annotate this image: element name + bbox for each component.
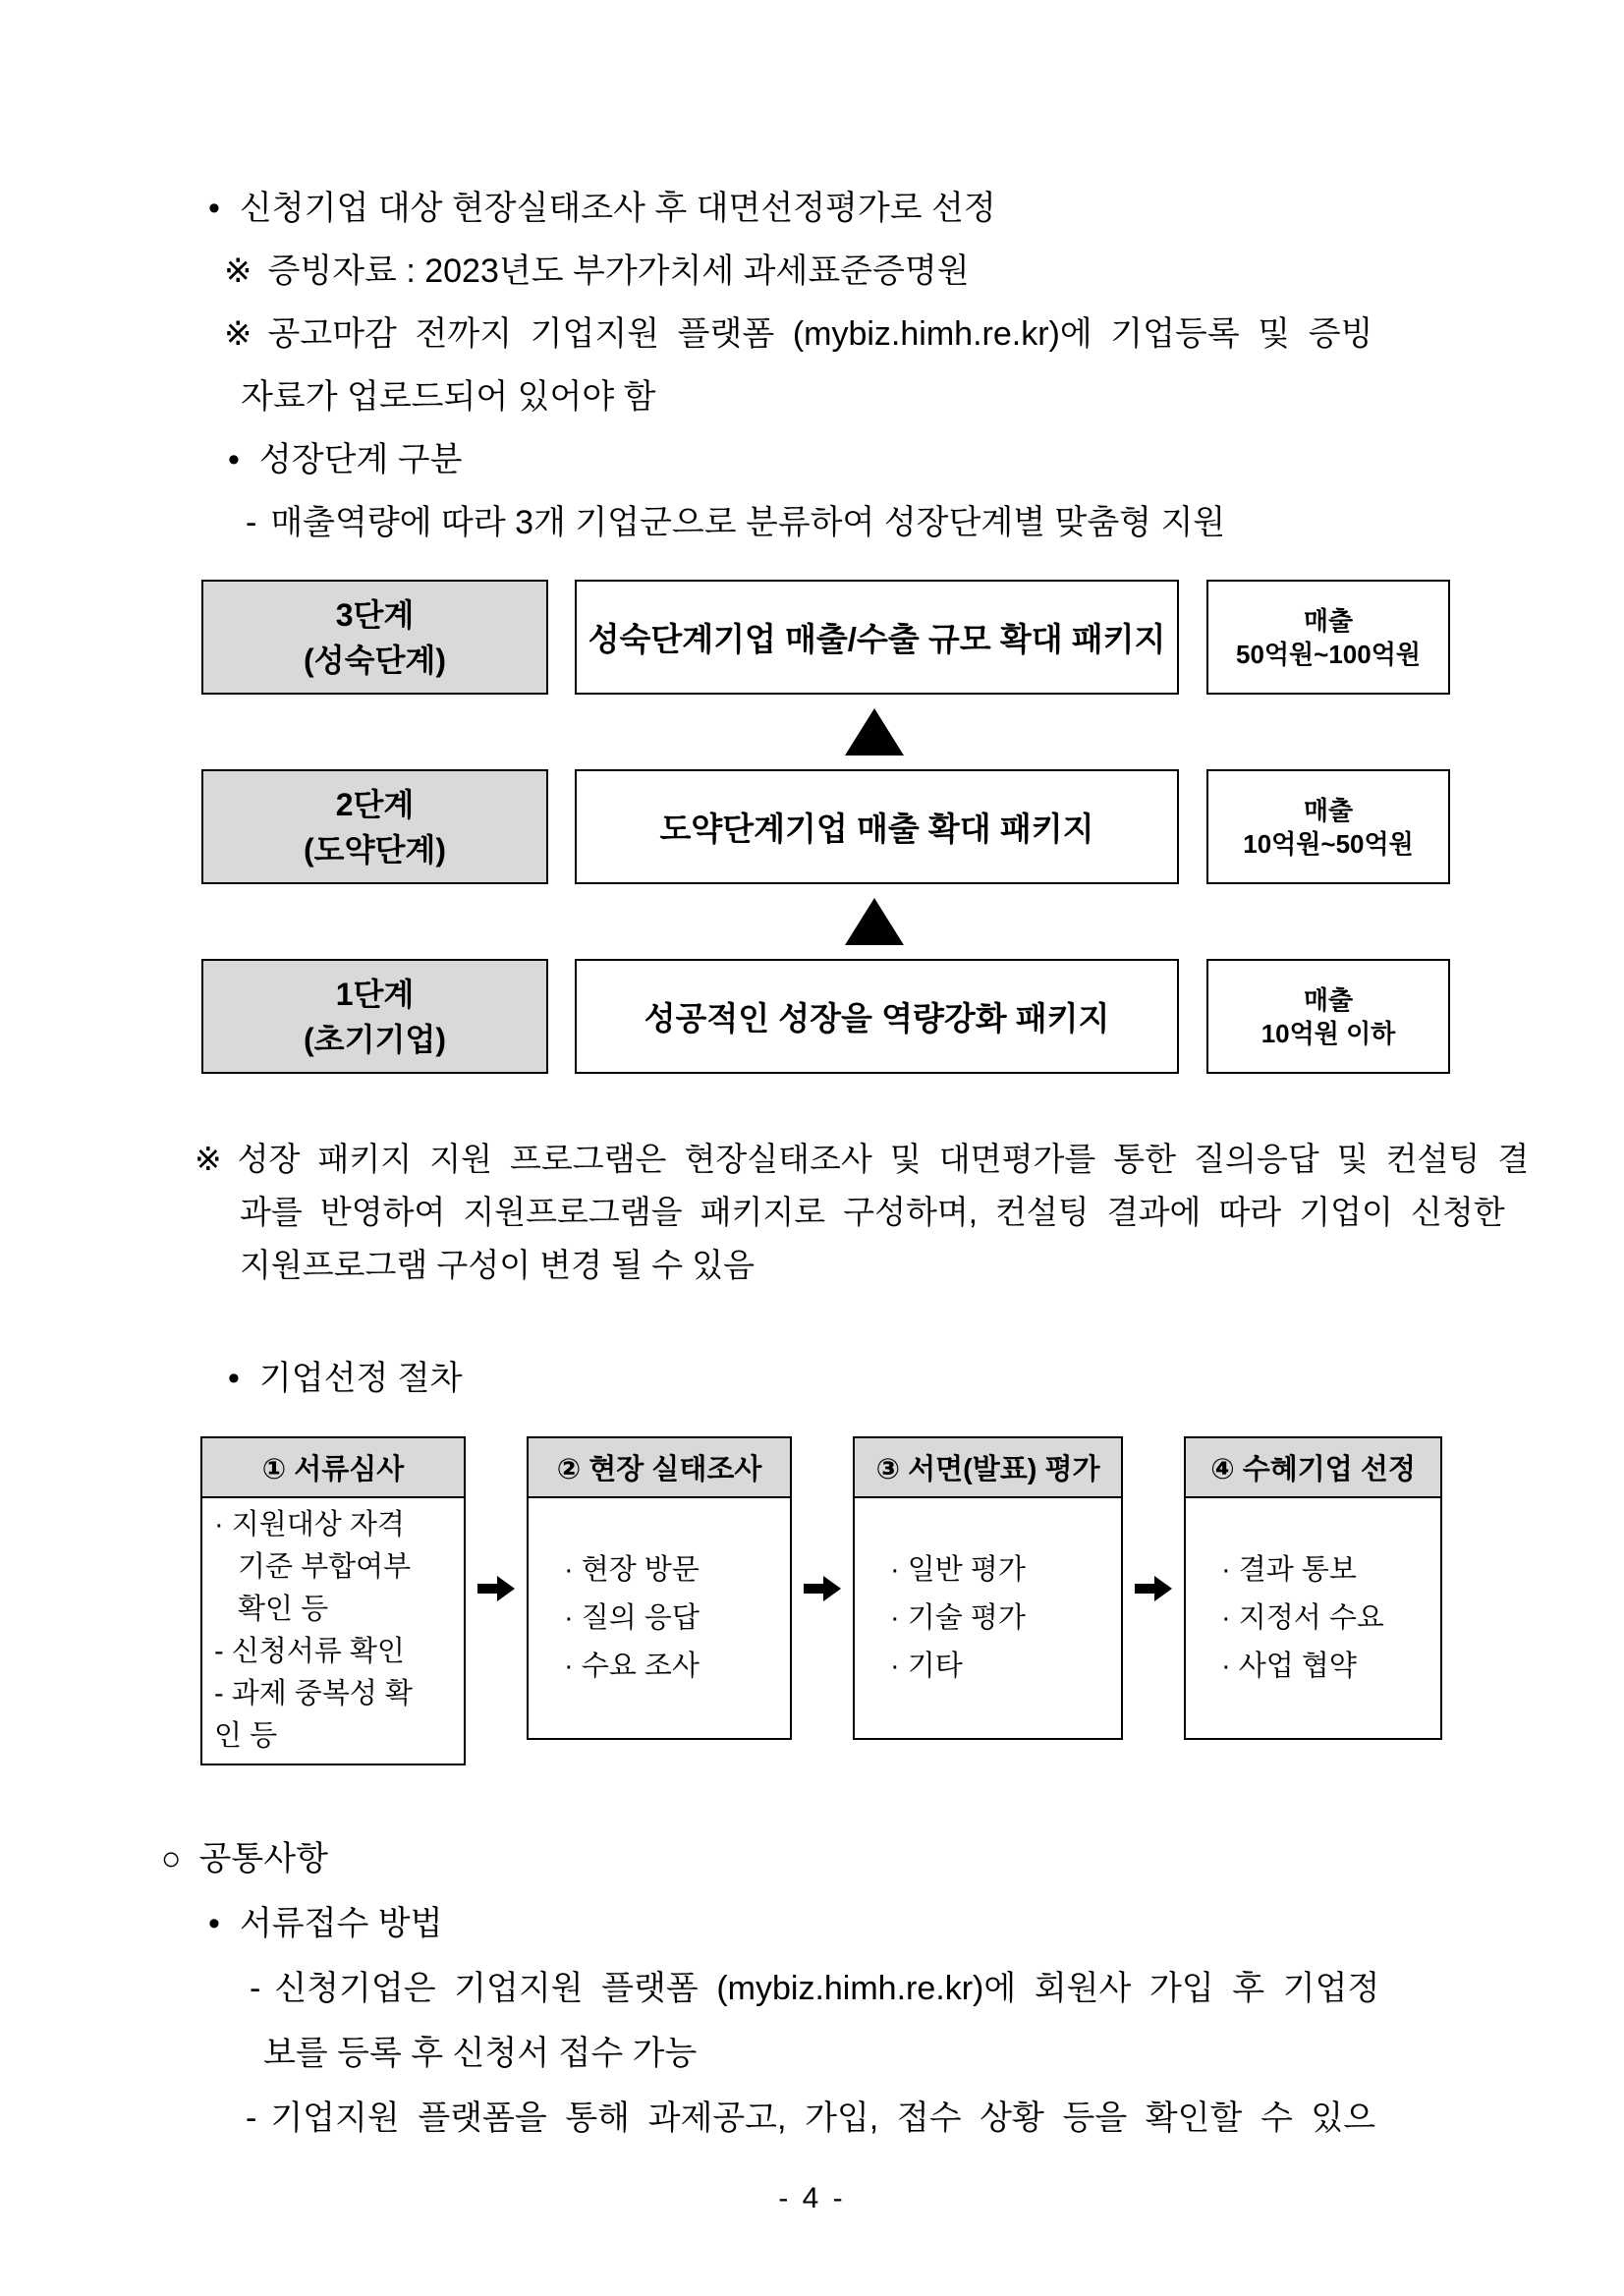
intro-bullet-line-2: [228, 428, 1624, 491]
intro-note-text-1: 증빙자료 : 2023년도 부가가치세 과세표준증명원: [267, 252, 970, 290]
intro-bullet-text-1: 신청기업 대상 현장실태조사 후 대면선정평가로 선정: [239, 190, 996, 227]
revenue-box: [1206, 580, 1450, 695]
common-dash-line-1: [250, 1956, 1624, 2021]
right-arrow-icon: [477, 1576, 515, 1601]
stage-subname: (도약단계): [304, 831, 446, 868]
dash-marker: -: [250, 1970, 261, 2007]
flow-step-2-title: ② 현장 실태조사: [527, 1436, 792, 1498]
common-bullet-text: 서류접수 방법: [239, 1905, 443, 1942]
revenue-label: 매출: [1303, 984, 1354, 1015]
stage-row-2: [201, 769, 1624, 884]
flow-step-3-line: · 기타: [890, 1650, 963, 1682]
stage-subname: (성숙단계): [304, 642, 446, 678]
package-note-text-3: 지원프로그램 구성이 변경 될 수 있음: [240, 1247, 756, 1283]
dash-marker: -: [246, 504, 257, 541]
flow-step-3-line: · 일반 평가: [890, 1553, 1026, 1586]
revenue-label: 매출: [1303, 605, 1354, 636]
stage-subname: (초기기업): [304, 1021, 446, 1057]
revenue-range: 50억원~100억원: [1236, 639, 1421, 669]
package-note-line-3: [240, 1239, 1624, 1292]
common-heading-text: 공통사항: [198, 1840, 328, 1877]
common-dash-line-2: [246, 2086, 1624, 2151]
intro-bullet-line-1: [208, 177, 1624, 240]
revenue-label: 매출: [1303, 795, 1354, 825]
stage-row-3: [201, 580, 1624, 695]
growth-stage-diagram: [0, 580, 1624, 1074]
flow-step-4: [1184, 1436, 1442, 1740]
flow-step-1-line: 확인 등: [238, 1594, 329, 1625]
intro-note-line-2: [224, 303, 1624, 365]
package-note-section: [0, 1133, 1624, 1292]
flow-step-3-line: · 기술 평가: [890, 1601, 1026, 1634]
intro-bullet-text-2: 성장단계 구분: [258, 441, 463, 478]
bullet-marker: •: [228, 441, 240, 478]
revenue-box: [1206, 959, 1450, 1074]
flow-step-1-line: 인 등: [214, 1720, 278, 1752]
package-name: 성공적인 성장을 역량강화 패키지: [644, 1000, 1110, 1036]
flow-step-1-line: · 지원대상 자격: [214, 1509, 405, 1540]
bullet-marker: •: [228, 1360, 240, 1397]
flow-step-1-line: - 과제 중복성 확: [214, 1678, 413, 1709]
circle-marker: ○: [161, 1840, 182, 1877]
flow-step-2-body: [527, 1498, 792, 1740]
dash-marker: -: [246, 2100, 257, 2137]
common-bullet-line: [208, 1891, 1624, 1956]
flow-step-4-title: ④ 수혜기업 선정: [1184, 1436, 1442, 1498]
package-note-text-1: 성장 패키지 지원 프로그램은 현장실태조사 및 대면평가를 통한 질의응답 및 컨설팅 결: [237, 1141, 1530, 1177]
right-arrow-icon: [804, 1576, 841, 1601]
package-name: 도약단계기업 매출 확대 패키지: [659, 811, 1094, 847]
reference-marker: ※: [224, 315, 252, 353]
flow-step-2: [527, 1436, 792, 1740]
flow-step-4-line: · 지정서 수요: [1221, 1601, 1384, 1634]
package-box: [575, 769, 1179, 884]
common-dash-line-1-continued: [263, 2021, 1624, 2086]
intro-dash-line-1: [246, 491, 1624, 554]
stage-name: 1단계: [335, 976, 415, 1012]
stage-label-box: [201, 959, 548, 1074]
flow-step-1-title: ① 서류심사: [200, 1436, 466, 1498]
reference-marker: ※: [224, 252, 252, 290]
intro-note-line-2-continued: [241, 365, 1624, 428]
common-heading: [161, 1826, 1624, 1891]
stage-row-1: [201, 959, 1624, 1074]
intro-note-line-1: [224, 240, 1624, 303]
reference-marker: ※: [195, 1141, 222, 1177]
common-dash-text-1: 신청기업은 기업지원 플랫폼 (mybiz.himh.re.kr)에 회원사 가입 후 기업정: [274, 1970, 1380, 2007]
right-arrow-icon: [1135, 1576, 1172, 1601]
page-number: - 4 -: [778, 2182, 846, 2214]
package-name: 성숙단계기업 매출/수출 규모 확대 패키지: [588, 621, 1166, 657]
intro-section: [0, 177, 1624, 554]
package-box: [575, 580, 1179, 695]
common-section: [0, 1826, 1624, 2151]
package-box: [575, 959, 1179, 1074]
flow-step-1-line: - 신청서류 확인: [214, 1636, 405, 1667]
up-arrow-icon: [845, 708, 904, 756]
stage-label-box: [201, 580, 548, 695]
flow-step-1-body: [200, 1498, 466, 1765]
up-arrow-icon: [845, 898, 904, 945]
intro-note-text-2: 공고마감 전까지 기업지원 플랫폼 (mybiz.himh.re.kr)에 기업등록 및 증빙: [267, 315, 1373, 353]
selection-process-flow: [200, 1436, 1624, 1752]
flow-step-4-body: [1184, 1498, 1442, 1740]
flow-step-3-body: [853, 1498, 1123, 1740]
revenue-range: 10억원 이하: [1260, 1018, 1396, 1048]
common-dash-text-2: 기업지원 플랫폼을 통해 과제공고, 가입, 접수 상황 등을 확인할 수 있으: [270, 2100, 1376, 2137]
common-dash-text-1-continued: 보를 등록 후 신청서 접수 가능: [263, 2035, 698, 2072]
stage-label-box: [201, 769, 548, 884]
stage-name: 2단계: [335, 786, 415, 822]
flow-step-3-title: ③ 서면(발표) 평가: [853, 1436, 1123, 1498]
revenue-range: 10억원~50억원: [1243, 828, 1414, 859]
flow-step-4-line: · 결과 통보: [1221, 1553, 1357, 1586]
package-note-text-2: 과를 반영하여 지원프로그램을 패키지로 구성하며, 컨설팅 결과에 따라 기업이 신청한: [240, 1194, 1505, 1230]
stage-name: 3단계: [335, 596, 415, 633]
bullet-marker: •: [208, 190, 220, 227]
flow-step-2-line: · 질의 응답: [564, 1601, 700, 1634]
flow-step-1-line: 기준 부합여부: [238, 1551, 412, 1583]
package-note-line-1: [195, 1133, 1624, 1186]
intro-dash-text-1: 매출역량에 따라 3개 기업군으로 분류하여 성장단계별 맞춤형 지원: [270, 504, 1226, 541]
flow-step-3: [853, 1436, 1123, 1740]
intro-note-text-2-continued: 자료가 업로드되어 있어야 함: [241, 378, 656, 416]
selection-heading-text: 기업선정 절차: [258, 1360, 463, 1397]
flow-step-4-line: · 사업 협약: [1221, 1650, 1357, 1682]
bullet-marker: •: [208, 1905, 220, 1942]
package-note-line-2: [240, 1186, 1624, 1239]
selection-heading: [228, 1347, 1624, 1410]
flow-step-1: [200, 1436, 466, 1752]
flow-step-2-line: · 현장 방문: [564, 1553, 700, 1586]
flow-step-2-line: · 수요 조사: [564, 1650, 700, 1682]
revenue-box: [1206, 769, 1450, 884]
